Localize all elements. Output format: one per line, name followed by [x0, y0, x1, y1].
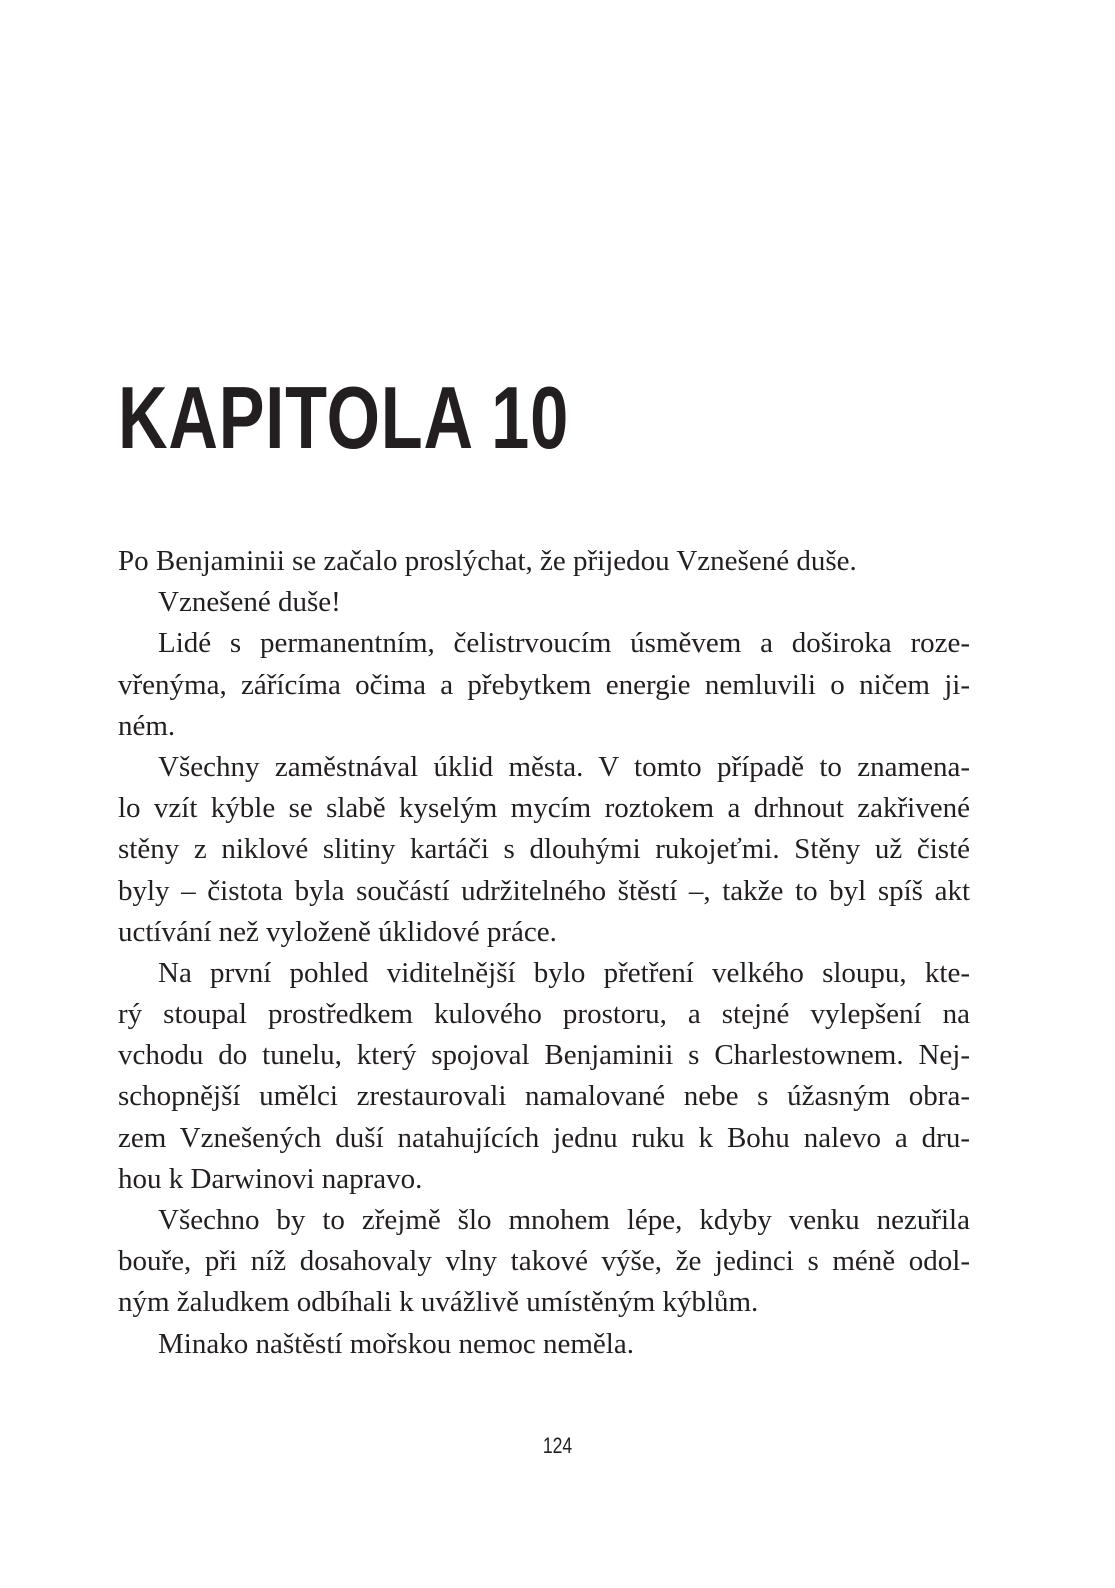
text-line: zem Vznešených duší natahujících jednu ruku k Bohu nalevo a dru- [118, 1121, 970, 1154]
chapter-title: KAPITOLA 10 [118, 368, 570, 467]
text-line: hou k Darwinovi napravo. [118, 1162, 423, 1195]
text-line: schopnější umělci zrestaurovali namalované nebe s úžasným obra- [118, 1080, 970, 1113]
text-line: Všechno by to zřejmě šlo mnohem lépe, kdyby venku nezuřila [158, 1204, 970, 1236]
text-line: Na první pohled viditelnější bylo přetření velkého sloupu, kte- [158, 956, 970, 989]
text-line: Po Benjaminii se začalo proslýchat, že přijedou Vznešené duše. [118, 545, 857, 577]
text-line: rý stoupal prostředkem kulového prostoru, a stejné vylepšení na [118, 998, 970, 1031]
text-line: Vznešené duše! [158, 586, 341, 619]
text-line: stěny z niklové slitiny kartáči s dlouhými rukojeťmi. Stěny už čisté [118, 833, 970, 866]
text-line: Všechny zaměstnával úklid města. V tomto případě to znamena- [158, 750, 970, 783]
text-line: uctívání než vyloženě úklidové práce. [118, 915, 557, 948]
text-line: byly – čistota byla součástí udržitelného štěstí –, takže to byl spíš akt [118, 874, 970, 907]
text-line: ném. [118, 709, 176, 742]
text-line: vchodu do tunelu, který spojoval Benjaminii s Charlestownem. Nej- [118, 1039, 970, 1072]
chapter-body [118, 541, 970, 1365]
text-line: Minako naštěstí mořskou nemoc neměla. [158, 1327, 634, 1360]
text-line: lo vzít kýble se slabě kyselým mycím roztokem a drhnout zakřivené [118, 792, 970, 825]
text-line: ným žaludkem odbíhali k uvážlivě umístěným kýblům. [118, 1286, 759, 1319]
text-line: Lidé s permanentním, čelistrvoucím úsměvem a doširoka roze- [158, 627, 970, 660]
text-line: bouře, při níž dosahovaly vlny takové výše, že jedinci s méně odol- [118, 1245, 970, 1278]
page-number: 124 [542, 1433, 573, 1458]
text-line: vřenýma, zářícíma očima a přebytkem energie nemluvili o ničem ji- [118, 668, 970, 701]
